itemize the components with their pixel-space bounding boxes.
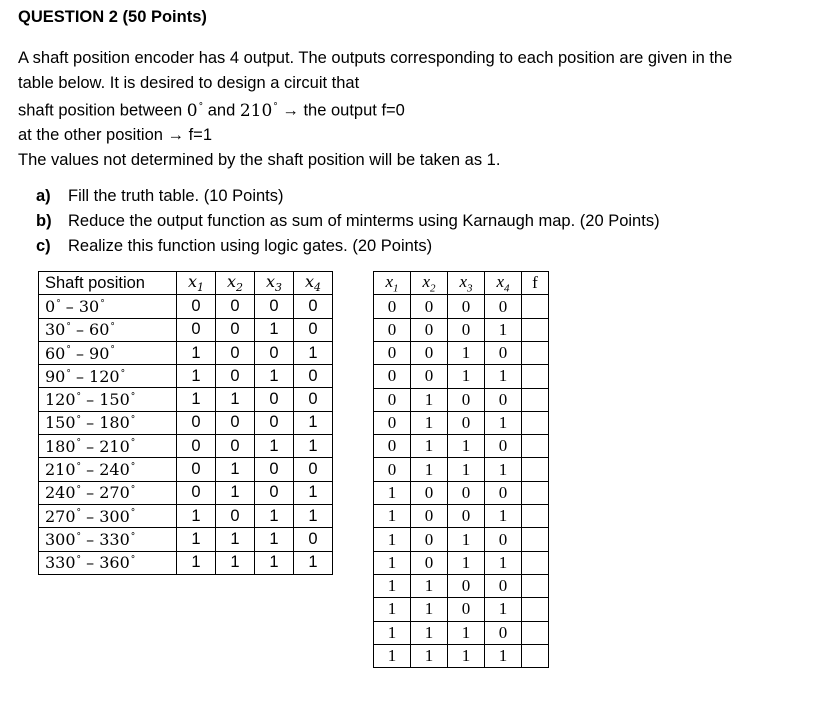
truth-bit-cell: 0 [411,505,448,528]
statement-line-4: at the other position → f=1 [18,126,212,145]
truth-bit-cell: 0 [448,318,485,341]
task-label: a) [36,187,51,205]
truth-bit-cell: 0 [374,295,411,318]
truth-bit-cell: 0 [374,388,411,411]
truth-header-cell [485,272,522,295]
encoder-bit-cell: 0 [177,295,216,318]
degree-icon: ° [76,531,82,542]
range-to: 60 [89,320,110,340]
range-to: 240 [99,460,130,480]
encoder-bit-cell: 0 [216,341,255,364]
range-from: 330 [45,553,76,573]
range-dash: – [81,413,100,433]
shaft-position-cell [39,341,177,364]
degree-icon: ° [56,298,61,309]
truth-bit-cell: 0 [374,318,411,341]
truth-bit-cell: 0 [411,318,448,341]
encoder-bit-cell: 0 [216,435,255,458]
truth-bit-cell: 1 [485,318,522,341]
truth-bit-cell: 1 [485,365,522,388]
truth-output-cell [522,481,549,504]
encoder-bit-cell: 1 [177,388,216,411]
shaft-position-cell [39,388,177,411]
range-to: 120 [89,366,120,386]
header-subscript: 1 [197,281,205,295]
encoder-row [39,528,333,551]
degree-icon: ° [76,461,82,472]
shaft-position-cell [39,528,177,551]
shaft-position-cell [39,504,177,527]
truth-bit-cell: 0 [448,295,485,318]
degree-icon: ° [76,508,82,519]
encoder-bit-cell: 1 [294,411,333,434]
degree-icon: ° [130,415,136,426]
degree-icon: ° [130,554,136,565]
encoder-bit-cell: 0 [216,504,255,527]
angle-zero [187,101,203,121]
encoder-bit-cell: 0 [294,458,333,481]
encoder-row [39,411,333,434]
truth-bit-cell: 1 [485,505,522,528]
encoder-row [39,551,333,574]
header-var: x [422,272,431,291]
truth-row [374,318,549,341]
shaft-position-cell [39,481,177,504]
truth-bit-cell: 1 [485,458,522,481]
shaft-position-cell [39,551,177,574]
header-subscript: 3 [275,281,283,295]
truth-output-cell [522,365,549,388]
truth-bit-cell: 1 [411,598,448,621]
encoder-bit-cell: 1 [216,481,255,504]
truth-bit-cell: 0 [374,435,411,458]
degree-icon: ° [76,484,82,495]
degree-icon: ° [66,345,71,356]
range-to: 90 [89,343,110,363]
degree-icon: ° [130,461,136,472]
task-list [36,184,660,259]
range-from: 120 [45,390,76,410]
encoder-row [39,341,333,364]
task-item [36,209,660,234]
truth-bit-cell: 1 [411,644,448,667]
encoder-bit-cell: 1 [294,551,333,574]
range-dash: – [81,529,100,549]
truth-bit-cell: 0 [411,528,448,551]
truth-bit-cell: 1 [485,598,522,621]
truth-bit-cell: 1 [411,435,448,458]
truth-output-cell [522,621,549,644]
truth-bit-cell: 0 [485,341,522,364]
range-to: 150 [99,390,130,410]
degree-icon: ° [110,345,115,356]
angle-210-value: 210 [239,100,273,121]
truth-bit-cell: 0 [411,365,448,388]
degree-icon: ° [120,368,126,379]
statement-line-1: A shaft position encoder has 4 output. The outputs corresponding to each position are given in the [18,49,733,67]
header-var: x [385,272,394,291]
truth-header-cell [522,272,549,295]
encoder-row [39,365,333,388]
statement-line-3 [18,95,808,123]
encoder-bit-cell: 0 [255,341,294,364]
truth-row [374,551,549,574]
truth-header-cell [448,272,485,295]
truth-bit-cell: 1 [374,505,411,528]
encoder-bit-cell: 1 [216,528,255,551]
encoder-bit-cell: 1 [216,458,255,481]
range-from: 150 [45,413,76,433]
range-from: 210 [45,460,76,480]
encoder-bit-cell: 0 [216,295,255,318]
range-to: 30 [78,296,100,316]
encoder-bit-cell: 0 [255,388,294,411]
encoder-header-cell [216,272,255,295]
truth-bit-cell: 1 [448,458,485,481]
range-from: 300 [45,529,76,549]
encoder-bit-cell: 1 [294,504,333,527]
truth-row [374,365,549,388]
range-to: 210 [99,436,130,456]
truth-bit-cell: 1 [448,365,485,388]
degree-icon: ° [130,531,136,542]
degree-icon: ° [130,438,136,449]
degree-icon: ° [198,102,204,112]
degree-icon: ° [100,298,105,309]
range-from: 0 [45,296,56,316]
shaft-position-cell [39,295,177,318]
truth-bit-cell: 0 [411,295,448,318]
header-var: x [265,272,276,292]
header-subscript: 2 [236,281,244,295]
truth-bit-cell: 0 [374,341,411,364]
truth-bit-cell: 0 [485,574,522,597]
statement-line-3-end: → the output f=0 [282,101,405,120]
encoder-bit-cell: 0 [216,365,255,388]
encoder-bit-cell: 1 [177,341,216,364]
encoder-bit-cell: 0 [216,411,255,434]
encoder-bit-cell: 1 [177,365,216,388]
range-to: 180 [99,413,130,433]
angle-210 [240,101,278,121]
encoder-row [39,295,333,318]
truth-bit-cell: 1 [485,644,522,667]
truth-bit-cell: 1 [485,551,522,574]
truth-bit-cell: 1 [411,621,448,644]
truth-output-cell [522,411,549,434]
truth-row [374,341,549,364]
truth-bit-cell: 1 [374,574,411,597]
encoder-bit-cell: 1 [255,435,294,458]
encoder-bit-cell: 1 [177,528,216,551]
range-to: 360 [99,553,130,573]
degree-icon: ° [130,391,136,402]
encoder-row [39,435,333,458]
truth-output-cell [522,598,549,621]
encoder-header-cell [177,272,216,295]
encoder-bit-cell: 0 [255,411,294,434]
truth-bit-cell: 0 [485,295,522,318]
encoder-bit-cell: 0 [177,411,216,434]
truth-bit-cell: 0 [448,505,485,528]
truth-bit-cell: 0 [448,598,485,621]
truth-bit-cell: 0 [411,481,448,504]
encoder-bit-cell: 1 [255,504,294,527]
range-from: 180 [45,436,76,456]
range-from: 270 [45,506,76,526]
encoder-bit-cell: 1 [216,388,255,411]
degree-icon: ° [76,415,82,426]
encoder-row [39,458,333,481]
range-from: 30 [45,320,66,340]
truth-bit-cell: 0 [485,435,522,458]
range-to: 300 [99,506,130,526]
encoder-row [39,481,333,504]
encoder-bit-cell: 0 [216,318,255,341]
truth-output-cell [522,318,549,341]
range-dash: – [70,366,90,386]
truth-bit-cell: 0 [374,411,411,434]
truth-header-cell [374,272,411,295]
truth-bit-cell: 1 [411,458,448,481]
degree-icon: ° [130,508,136,519]
truth-bit-cell: 1 [448,621,485,644]
header-var: x [226,272,237,292]
shaft-position-cell [39,365,177,388]
range-dash: – [81,390,100,410]
header-var: x [496,272,505,291]
encoder-bit-cell: 0 [177,458,216,481]
degree-icon: ° [76,554,82,565]
range-dash: – [81,506,100,526]
encoder-bit-cell: 0 [294,528,333,551]
encoder-bit-cell: 1 [294,435,333,458]
range-from: 90 [45,366,66,386]
header-subscript: 2 [430,282,436,295]
truth-output-cell [522,295,549,318]
task-text: Fill the truth table. (10 Points) [68,187,284,205]
header-var: x [187,272,198,292]
header-var: f [532,273,538,293]
encoder-bit-cell: 0 [294,295,333,318]
task-label: c) [36,237,51,255]
encoder-bit-cell: 0 [255,295,294,318]
encoder-bit-cell: 0 [255,458,294,481]
encoder-table [38,271,333,575]
header-subscript: 1 [393,282,399,295]
encoder-bit-cell: 1 [294,341,333,364]
task-label: b) [36,212,52,230]
truth-output-cell [522,435,549,458]
truth-table [373,271,549,668]
range-dash: – [81,460,100,480]
range-dash: – [81,553,100,573]
truth-bit-cell: 1 [448,551,485,574]
truth-output-cell [522,528,549,551]
range-to: 330 [99,529,130,549]
truth-bit-cell: 0 [485,621,522,644]
truth-row [374,435,549,458]
truth-bit-cell: 1 [374,598,411,621]
range-dash: – [60,296,79,316]
statement-line-3-and: and [207,101,236,120]
encoder-header-cell [294,272,333,295]
degree-icon: ° [76,438,82,449]
truth-bit-cell: 1 [374,551,411,574]
truth-output-cell [522,644,549,667]
truth-row [374,388,549,411]
header-var: x [304,272,315,292]
range-dash: – [70,343,90,363]
encoder-header-cell: Shaft position [39,272,177,295]
encoder-bit-cell: 1 [294,481,333,504]
degree-icon: ° [66,368,71,379]
encoder-bit-cell: 0 [177,481,216,504]
truth-bit-cell: 0 [448,481,485,504]
truth-row [374,528,549,551]
encoder-bit-cell: 0 [255,481,294,504]
degree-icon: ° [130,484,136,495]
degree-icon: ° [76,391,82,402]
truth-bit-cell: 0 [374,365,411,388]
truth-bit-cell: 0 [448,574,485,597]
truth-output-cell [522,505,549,528]
truth-bit-cell: 0 [448,388,485,411]
truth-row [374,621,549,644]
truth-bit-cell: 1 [411,388,448,411]
truth-output-cell [522,551,549,574]
truth-row [374,574,549,597]
header-subscript: 4 [314,281,322,295]
range-dash: – [70,320,90,340]
encoder-bit-cell: 1 [177,504,216,527]
degree-icon: ° [66,321,71,332]
encoder-bit-cell: 1 [177,551,216,574]
shaft-position-cell [39,318,177,341]
encoder-bit-cell: 0 [177,318,216,341]
truth-bit-cell: 1 [374,621,411,644]
truth-bit-cell: 1 [448,528,485,551]
truth-bit-cell: 0 [411,341,448,364]
truth-bit-cell: 1 [448,644,485,667]
truth-row [374,644,549,667]
question-title: QUESTION 2 (50 Points) [18,8,207,26]
truth-row [374,295,549,318]
angle-zero-value: 0 [186,100,198,121]
truth-bit-cell: 1 [374,528,411,551]
truth-output-cell [522,388,549,411]
range-to: 270 [99,483,130,503]
range-from: 60 [45,343,66,363]
statement-line-3-start: shaft position between [18,101,183,120]
degree-icon: ° [110,321,115,332]
truth-bit-cell: 0 [411,551,448,574]
task-item [36,234,660,259]
encoder-bit-cell: 0 [294,365,333,388]
encoder-bit-cell: 0 [294,388,333,411]
truth-bit-cell: 0 [485,388,522,411]
truth-header-cell [411,272,448,295]
task-item [36,184,660,209]
encoder-bit-cell: 0 [177,435,216,458]
encoder-row [39,388,333,411]
task-text: Realize this function using logic gates. (20 Points) [68,237,433,255]
shaft-position-cell [39,435,177,458]
truth-bit-cell: 0 [374,458,411,481]
problem-statement [18,46,808,172]
truth-bit-cell: 1 [411,574,448,597]
truth-row [374,458,549,481]
truth-bit-cell: 0 [485,528,522,551]
truth-bit-cell: 0 [448,411,485,434]
truth-bit-cell: 1 [374,644,411,667]
header-var: x [459,272,468,291]
shaft-position-cell [39,458,177,481]
shaft-position-cell [39,411,177,434]
degree-icon: ° [273,102,278,112]
truth-row [374,411,549,434]
encoder-bit-cell: 1 [216,551,255,574]
encoder-header-row [39,272,333,295]
encoder-row [39,318,333,341]
range-from: 240 [45,483,76,503]
statement-line-2: table below. It is desired to design a circuit that [18,73,360,92]
header-subscript: 4 [504,282,510,295]
truth-output-cell [522,574,549,597]
encoder-header-cell [255,272,294,295]
truth-row [374,598,549,621]
encoder-bit-cell: 1 [255,528,294,551]
truth-header-row [374,272,549,295]
range-dash: – [81,483,100,503]
header-subscript: 3 [467,282,473,295]
statement-line-5: The values not determined by the shaft position will be taken as 1. [18,150,501,169]
range-dash: – [81,436,100,456]
truth-output-cell [522,458,549,481]
encoder-bit-cell: 1 [255,365,294,388]
encoder-bit-cell: 0 [294,318,333,341]
truth-bit-cell: 1 [411,411,448,434]
encoder-bit-cell: 1 [255,551,294,574]
truth-bit-cell: 1 [448,341,485,364]
truth-output-cell [522,341,549,364]
encoder-row [39,504,333,527]
truth-row [374,481,549,504]
truth-bit-cell: 1 [485,411,522,434]
task-text: Reduce the output function as sum of minterms using Karnaugh map. (20 Points) [68,212,660,230]
truth-row [374,505,549,528]
encoder-bit-cell: 1 [255,318,294,341]
truth-bit-cell: 1 [374,481,411,504]
truth-bit-cell: 1 [448,435,485,458]
truth-bit-cell: 0 [485,481,522,504]
